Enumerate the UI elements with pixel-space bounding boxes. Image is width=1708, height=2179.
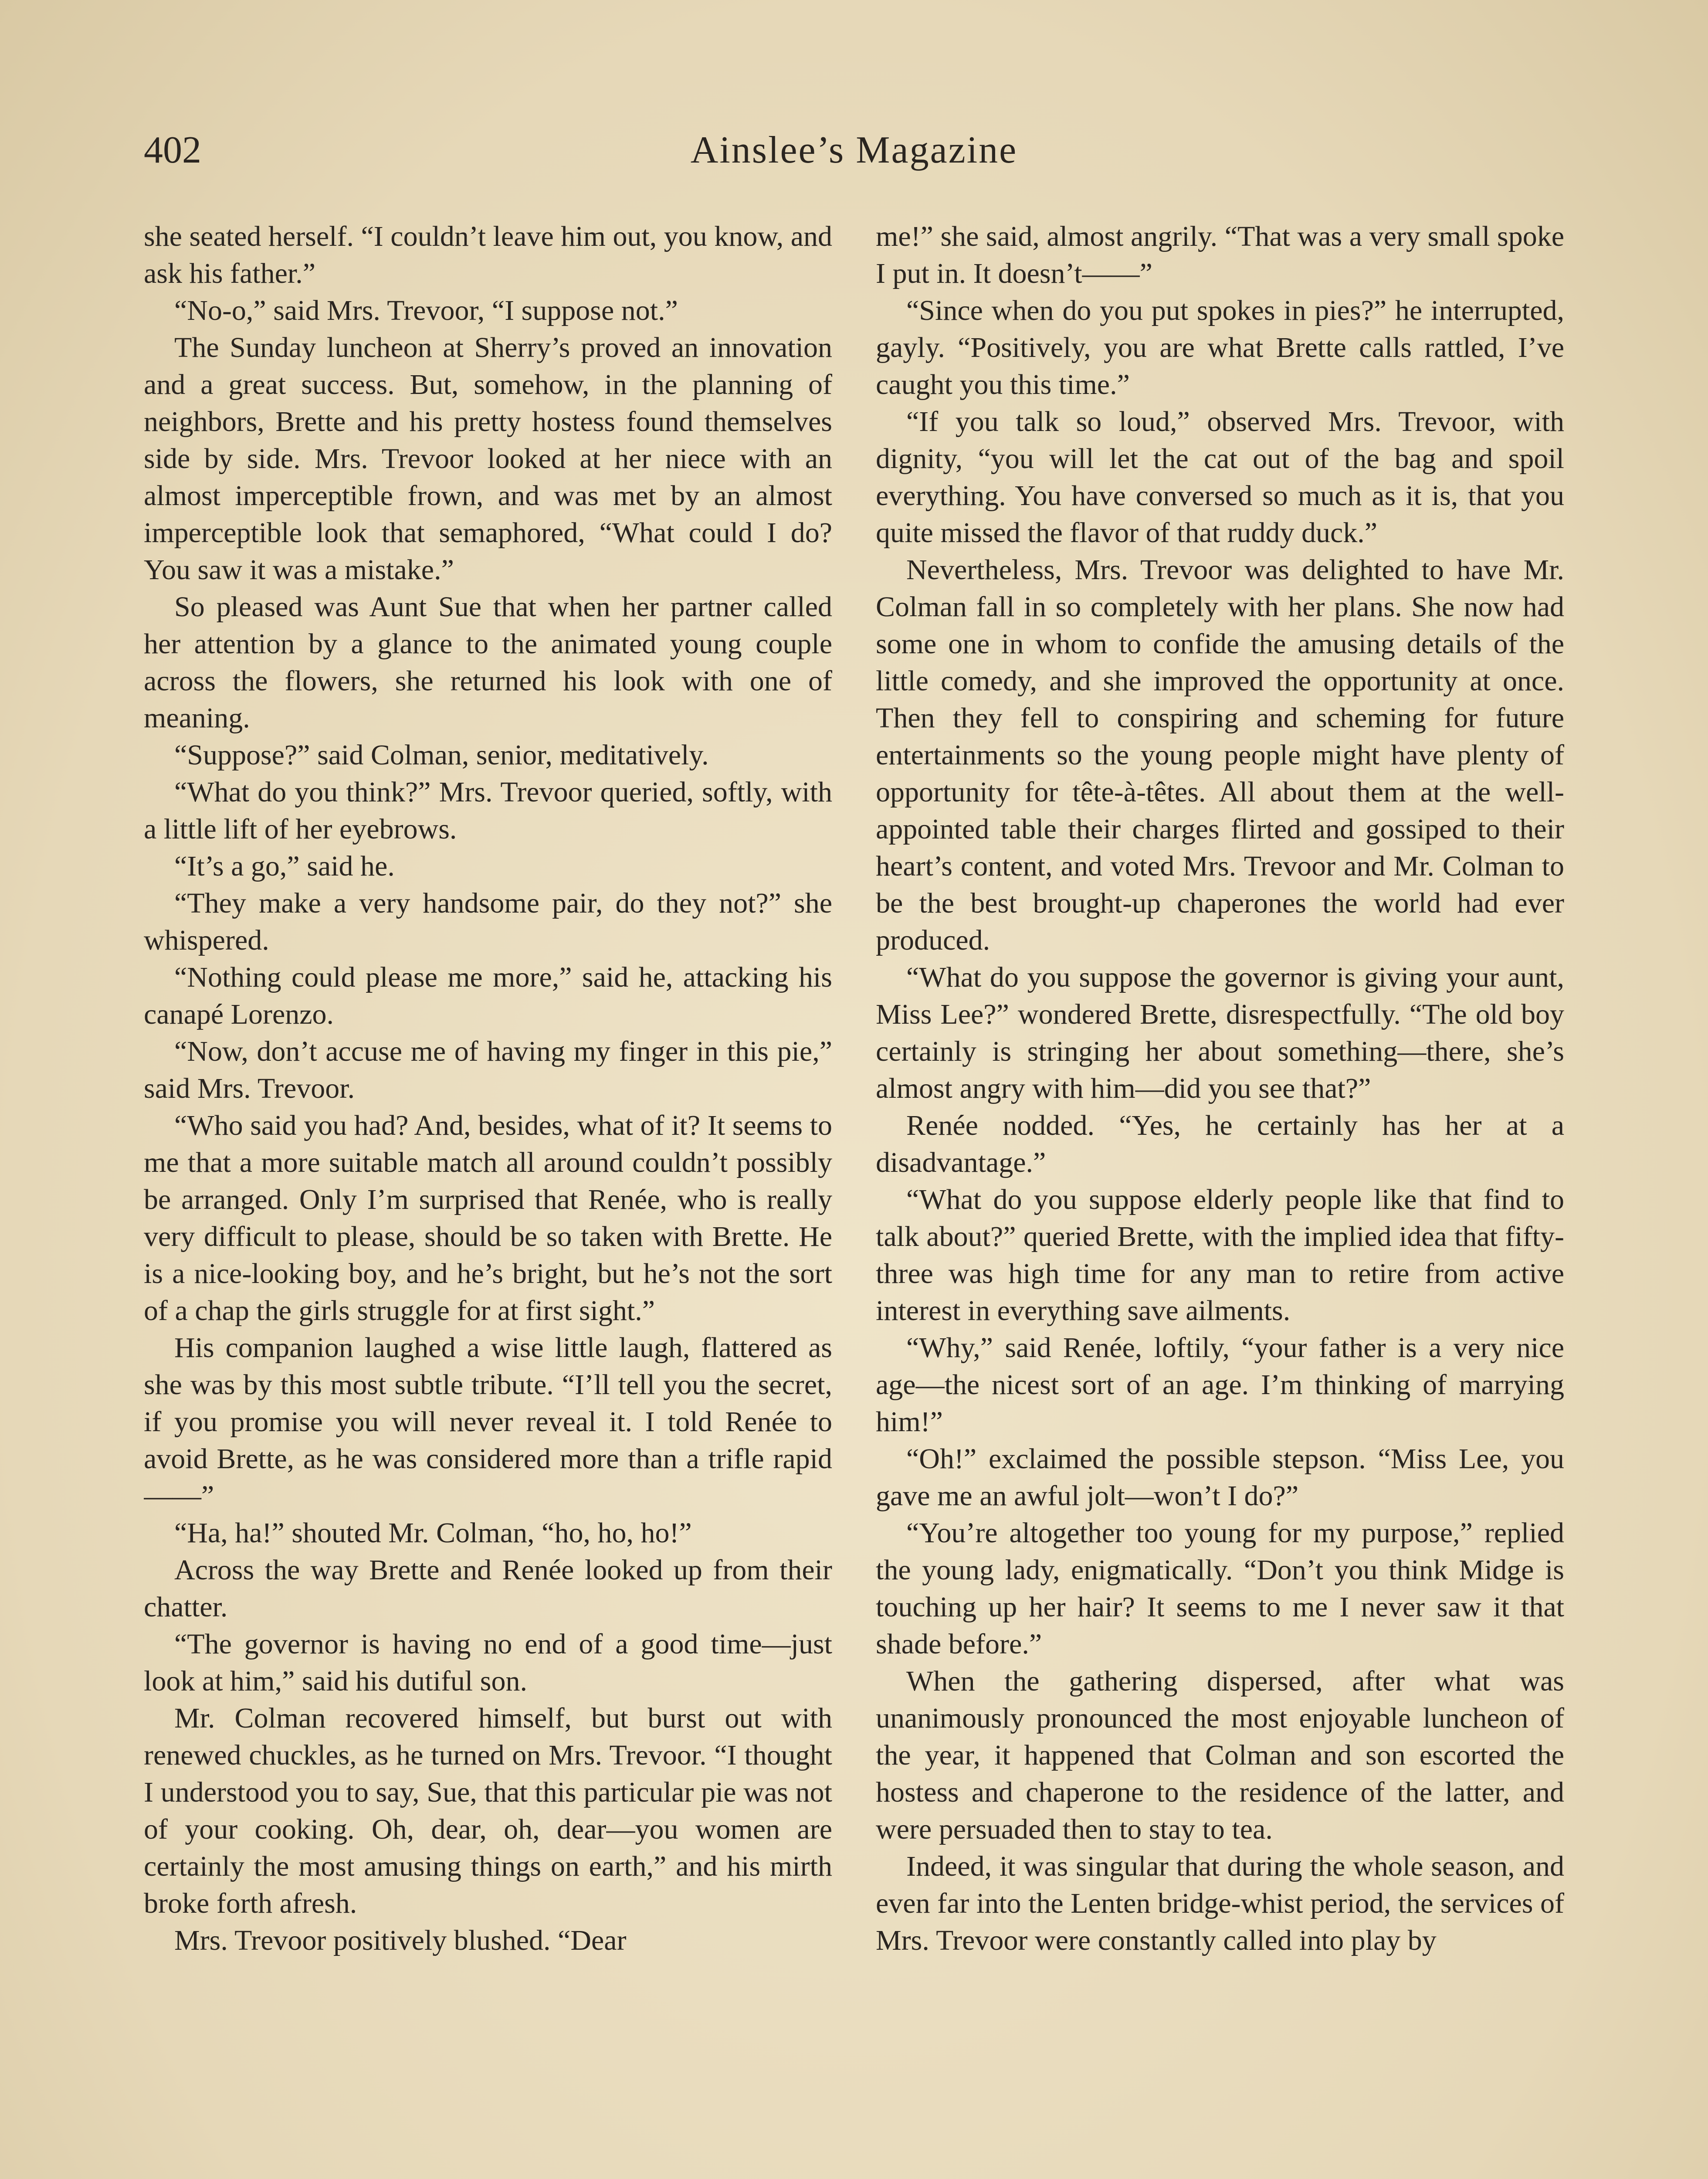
paragraph: Nevertheless, Mrs. Trevoor was delighted to have Mr. Colman fall in so completely with her plans. She now had some one in whom to confide the amusing details of the little comedy, and she improved the opportunity at once. Then they fell to conspiring and scheming for future entertainments so the young people might have plenty of opportunity for tête-à-têtes. All about them at the well-appointed table their charges flirted and gossiped to their heart’s content, and voted Mrs. Trevoor and Mr. Colman to be the best brought-up chaperones the world had ever produced. [876, 554, 1564, 956]
paragraph: Mrs. Trevoor positively blushed. “Dear [174, 1924, 627, 1956]
right-column [876, 218, 1564, 2179]
paragraph: “Nothing could please me more,” said he, attacking his canapé Lorenzo. [144, 961, 832, 1030]
paragraph: Indeed, it was singular that during the whole season, and even far into the Lenten bridge-whist period, the services of Mrs. Trevoor were constantly called into play by [876, 1850, 1564, 1956]
left-column [144, 218, 832, 2179]
paragraph: “Who said you had? And, besides, what of it? It seems to me that a more suitable match all around couldn’t possibly be arranged. Only I’m surprised that Renée, who is really very difficult to please, should be so taken with Brette. He is a nice-looking boy, and he’s bright, but he’s not the sort of a chap the girls struggle for at first sight.” [144, 1110, 832, 1327]
paragraph: When the gathering dispersed, after what was unanimously pronounced the most enjoyable luncheon of the year, it happened that Colman and son escorted the hostess and chaperone to the residence of the latter, and were persuaded then to stay to tea. [876, 1665, 1564, 1845]
paragraph: “Since when do you put spokes in pies?” he interrupted, gayly. “Positively, you are what Brette calls rattled, I’ve caught you this time.” [876, 295, 1564, 401]
paragraph: “It’s a go,” said he. [174, 850, 395, 882]
paragraph: me!” she said, almost angrily. “That was a very small spoke I put in. It doesn’t——” [876, 221, 1564, 289]
paragraph: So pleased was Aunt Sue that when her partner called her attention by a glance to the animated young couple across the flowers, she returned his look with one of meaning. [144, 591, 832, 734]
paragraph: “If you talk so loud,” observed Mrs. Trevoor, with dignity, “you will let the cat out of the bag and spoil everything. You have conversed so much as it is, that you quite missed the flavor of that ruddy duck.” [876, 406, 1564, 549]
text-columns [144, 218, 1564, 2179]
paragraph: Renée nodded. “Yes, he certainly has her at a disadvantage.” [876, 1110, 1564, 1178]
page-header [144, 126, 1564, 183]
paragraph: Across the way Brette and Renée looked up from their chatter. [144, 1554, 832, 1623]
running-head: Ainslee’s Magazine [690, 129, 1018, 171]
paragraph: “Ha, ha!” shouted Mr. Colman, “ho, ho, ho!” [174, 1517, 692, 1549]
paragraph: she seated herself. “I couldn’t leave him out, you know, and ask his father.” [144, 221, 832, 289]
page-number: 402 [144, 129, 201, 171]
paragraph: “What do you suppose elderly people like that find to talk about?” queried Brette, with the implied idea that fifty-three was high time for any man to retire from active interest in everything save ailments. [876, 1184, 1564, 1327]
paragraph: Mr. Colman recovered himself, but burst out with renewed chuckles, as he turned on Mrs. Trevoor. “I thought I understood you to say, Sue, that this particular pie was not of your cooking. Oh, dear, oh, dear—you women are certainly the most amusing things on earth,” and his mirth broke forth afresh. [144, 1702, 832, 1919]
paragraph: “The governor is having no end of a good time—just look at him,” said his dutiful son. [144, 1628, 832, 1697]
paragraph: “Oh!” exclaimed the possible stepson. “Miss Lee, you gave me an awful jolt—won’t I do?” [876, 1443, 1564, 1512]
paragraph: “What do you think?” Mrs. Trevoor queried, softly, with a little lift of her eyebrows. [144, 776, 832, 845]
paragraph: “You’re altogether too young for my purpose,” replied the young lady, enigmatically. “Don’t you think Midge is touching up her hair? It seems to me I never saw it that shade before.” [876, 1517, 1564, 1660]
paragraph: His companion laughed a wise little laugh, flattered as she was by this most subtle tribute. “I’ll tell you the secret, if you promise you will never reveal it. I told Renée to avoid Brette, as he was considered more than a trifle rapid——” [144, 1332, 832, 1512]
paragraph: The Sunday luncheon at Sherry’s proved an innovation and a great success. But, somehow, in the planning of neighbors, Brette and his pretty hostess found themselves side by side. Mrs. Trevoor looked at her niece with an almost imperceptible frown, and was met by an almost imperceptible look that semaphored, “What could I do? You saw it was a mistake.” [144, 332, 832, 586]
paragraph: “Suppose?” said Colman, senior, meditatively. [174, 739, 709, 771]
paragraph: “Now, don’t accuse me of having my finger in this pie,” said Mrs. Trevoor. [144, 1035, 832, 1104]
paragraph: “They make a very handsome pair, do they not?” she whispered. [144, 887, 832, 956]
paragraph: “What do you suppose the governor is giving your aunt, Miss Lee?” wondered Brette, disrespectfully. “The old boy certainly is stringing her about something—there, she’s almost angry with him—did you see that?” [876, 961, 1564, 1104]
paragraph: “No-o,” said Mrs. Trevoor, “I suppose not.” [174, 295, 678, 326]
paragraph: “Why,” said Renée, loftily, “your father is a very nice age—the nicest sort of an age. I’m thinking of marrying him!” [876, 1332, 1564, 1438]
